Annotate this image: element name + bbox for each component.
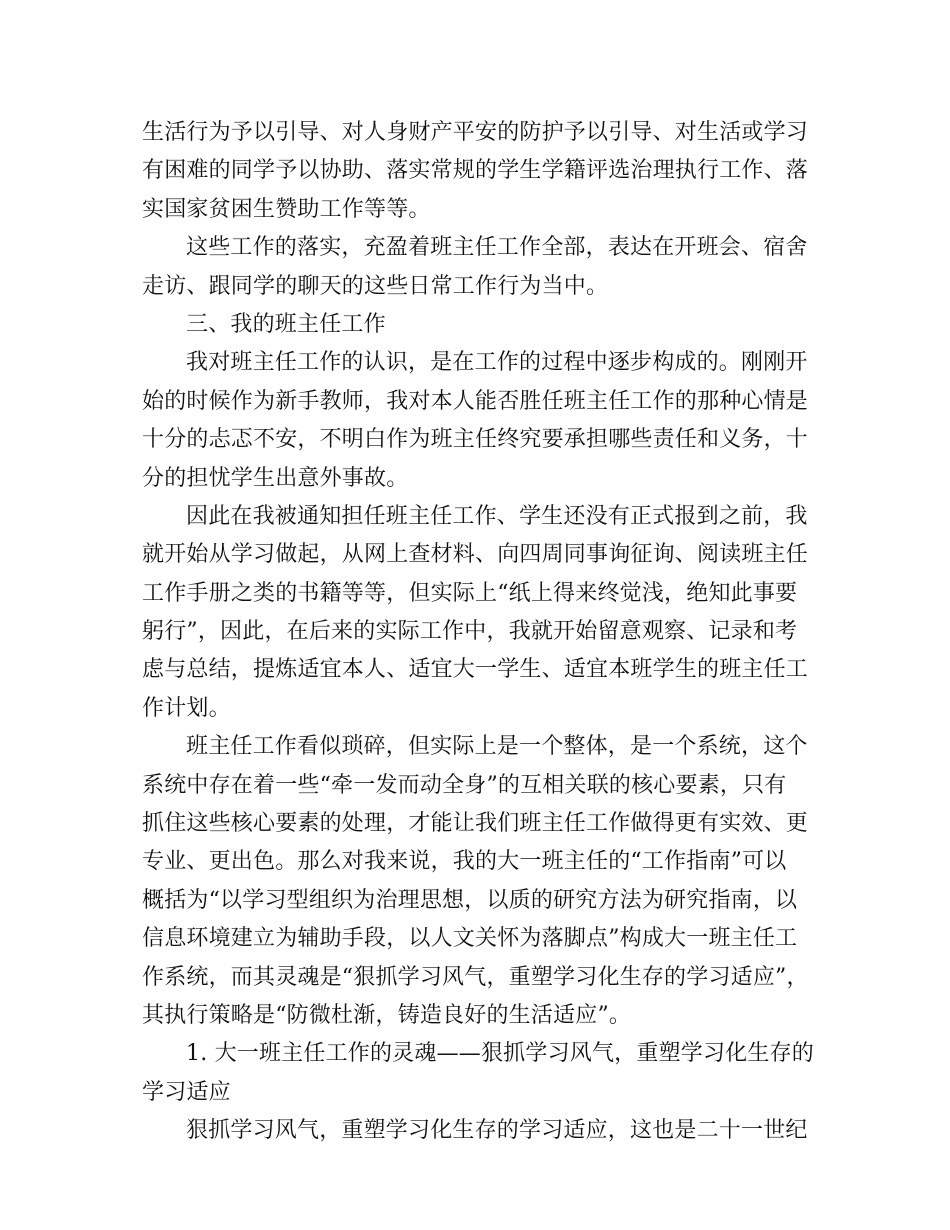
text-line: 有困难的同学予以协助、落实常规的学生学籍评选治理执行工作、落 xyxy=(142,158,809,184)
text-line: 虑与总结，提炼适宜本人、适宜大一学生、适宜本班学生的班主任工 xyxy=(142,657,809,683)
text-line: 狠抓学习风气，重塑学习化生存的学习适应，这也是二十一世纪 xyxy=(186,1118,808,1144)
text-line: 因此在我被通知担任班主任工作、学生还没有正式报到之前，我 xyxy=(186,503,808,529)
text-line: 作系统，而其灵魂是“狠抓学习风气，重塑学习化生存的学习适应”， xyxy=(142,964,809,990)
text-line: 其执行策略是“防微杜渐，铸造良好的生活适应”。 xyxy=(142,1002,632,1028)
text-line: 躬行”，因此，在后来的实际工作中，我就开始留意观察、记录和考 xyxy=(142,619,798,645)
text-line: 三、我的班主任工作 xyxy=(186,311,386,337)
text-line: 1. 大一班主任工作的灵魂——狠抓学习风气，重塑学习化生存的 xyxy=(186,1041,814,1067)
document-body xyxy=(142,114,822,1151)
text-line: 十分的忐忑不安，不明白作为班主任终究要承担哪些责任和义务，十 xyxy=(142,427,809,453)
text-line: 系统中存在着一些“牵一发而动全身”的互相关联的核心要素，只有 xyxy=(142,772,787,798)
text-line: 这些工作的落实，充盈着班主任工作全部，表达在开班会、宿舍 xyxy=(186,235,808,261)
text-line: 工作手册之类的书籍等等，但实际上“纸上得来终觉浅，绝知此事要 xyxy=(142,580,798,606)
text-line: 分的担忧学生出意外事故。 xyxy=(142,465,409,491)
text-line: 我对班主任工作的认识，是在工作的过程中逐步构成的。刚刚开 xyxy=(186,350,808,376)
text-line: 就开始从学习做起，从网上查材料、向四周同事询征询、阅读班主任 xyxy=(142,542,809,568)
text-line: 班主任工作看似琐碎，但实际上是一个整体，是一个系统，这个 xyxy=(186,734,808,760)
text-line: 实国家贫困生赞助工作等等。 xyxy=(142,196,431,222)
text-line: 信息环境建立为辅助手段，以人文关怀为落脚点”构成大一班主任工 xyxy=(142,926,798,952)
text-line: 学习适应 xyxy=(142,1079,231,1105)
text-line: 专业、更出色。那么对我来说，我的大一班主任的“工作指南”可以 xyxy=(142,849,787,875)
text-line: 概括为“以学习型组织为治理思想，以质的研究方法为研究指南，以 xyxy=(142,887,798,913)
text-line: 生活行为予以引导、对人身财产平安的防护予以引导、对生活或学习 xyxy=(142,120,809,145)
text-line: 始的时候作为新手教师，我对本人能否胜任班主任工作的那种心情是 xyxy=(142,388,809,414)
text-line: 抓住这些核心要素的处理，才能让我们班主任工作做得更有实效、更 xyxy=(142,811,809,837)
text-line: 作计划。 xyxy=(142,695,231,721)
text-line: 走访、跟同学的聊天的这些日常工作行为当中。 xyxy=(142,273,609,299)
